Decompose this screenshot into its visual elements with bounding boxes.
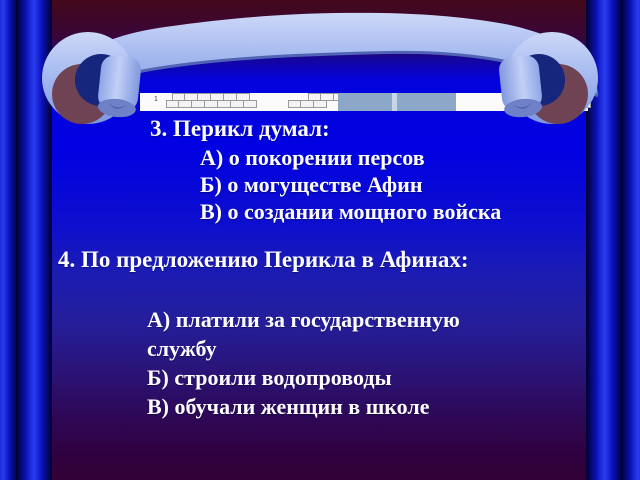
question-3-option-b: Б) о могуществе Афин (200, 172, 423, 197)
scroll-banner-graphic (0, 0, 640, 125)
question-4-title: 4. По предложению Перикла в Афинах: (58, 247, 469, 272)
question-4-option-b: Б) строили водопроводы (147, 365, 392, 390)
question-4-option-a: А) платили за государственную службу (147, 307, 460, 361)
question-3-title: 3. Перикл думал: (150, 116, 330, 141)
question-3-option-a: А) о покорении персов (200, 145, 425, 170)
crossword-clue-number: 1 (154, 96, 158, 103)
question-4-options (147, 305, 527, 421)
question-4-option-v: В) обучали женщин в школе (147, 394, 430, 419)
question-3-options (200, 144, 501, 225)
question-3-option-v: В) о создании мощного войска (200, 199, 502, 224)
